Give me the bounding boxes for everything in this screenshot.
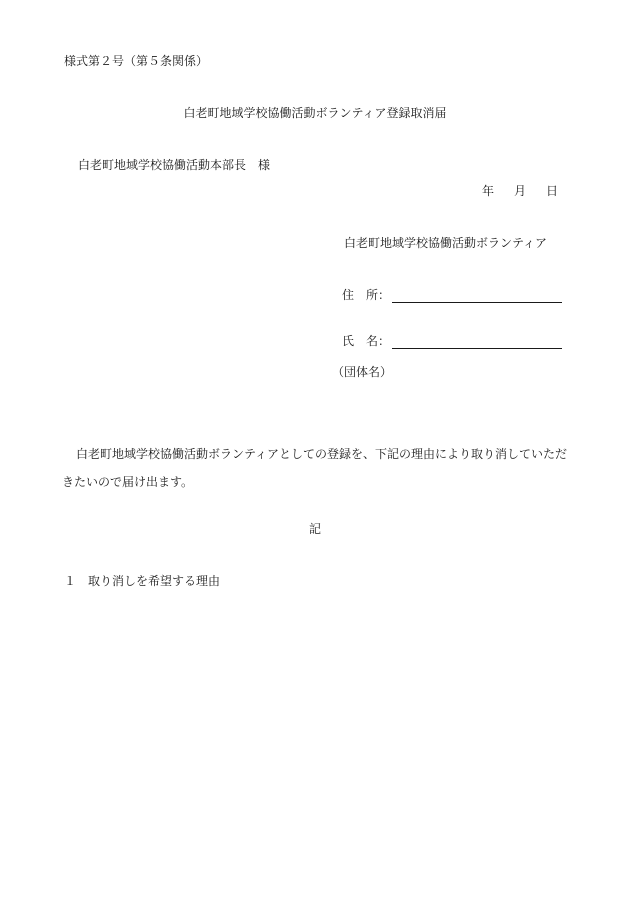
item-number: １ [64,574,77,588]
addressee: 白老町地域学校協働活動本部長 様 [78,158,271,172]
form-number: 様式第２号（第５条関係） [64,54,209,68]
group-name-label: （団体名） [332,365,393,379]
date-month-label: 月 [514,184,527,198]
name-label: 氏 名： [342,334,391,348]
list-item [64,572,220,589]
item-text: 取り消しを希望する理由 [88,574,221,588]
applicant-org-name: 白老町地域学校協働活動ボランティア [344,236,548,250]
address-field [342,286,562,303]
date-line [482,182,558,199]
name-field [342,332,562,349]
address-blank-line[interactable] [392,288,562,303]
body-paragraph: 白老町地域学校協働活動ボランティアとしての登録を、下記の理由により取り消していただきたいので届け出ます。 [62,447,568,489]
name-blank-line[interactable] [392,334,562,349]
document-title: 白老町地域学校協働活動ボランティア登録取消届 [183,106,447,120]
date-day-label: 日 [546,184,559,198]
ki-heading: 記 [308,522,321,536]
address-label: 住 所： [342,288,391,302]
date-year-label: 年 [482,184,495,198]
